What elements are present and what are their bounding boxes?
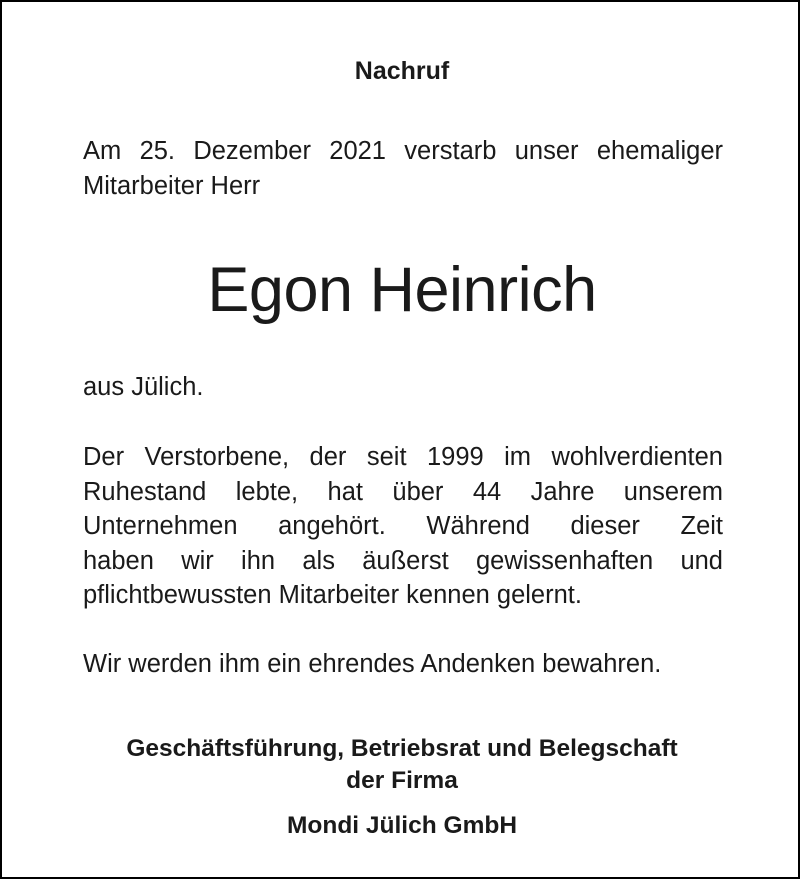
body-line: Ruhestand lebte, hat über 44 Jahre unserem [83, 477, 723, 506]
intro-paragraph [83, 134, 723, 203]
notice-title: Nachruf [354, 57, 450, 85]
body-line: pflichtbewussten Mitarbeiter kennen gelernt. [83, 581, 582, 609]
closing-text: Wir werden ihm ein ehrendes Andenken bewahren. [83, 650, 662, 678]
intro-line-2: Mitarbeiter Herr [83, 171, 261, 200]
signature-line-1: Geschäftsführung, Betriebsrat und Belegschaft [126, 735, 678, 762]
body-line: Unternehmen angehört. Während dieser Zeit [83, 512, 723, 540]
body-paragraph [83, 440, 723, 613]
deceased-name: Egon Heinrich [207, 255, 597, 325]
origin-text: aus Jülich. [83, 373, 204, 401]
intro-line-1: Am 25. Dezember 2021 verstarb unser ehemaliger [83, 137, 723, 165]
signature-line-2: der Firma [346, 767, 458, 794]
body-line: haben wir ihn als äußerst gewissenhaften und [83, 546, 723, 575]
body-line: Der Verstorbene, der seit 1999 im wohlverdienten [83, 443, 723, 471]
company-name: Mondi Jülich GmbH [286, 812, 518, 839]
